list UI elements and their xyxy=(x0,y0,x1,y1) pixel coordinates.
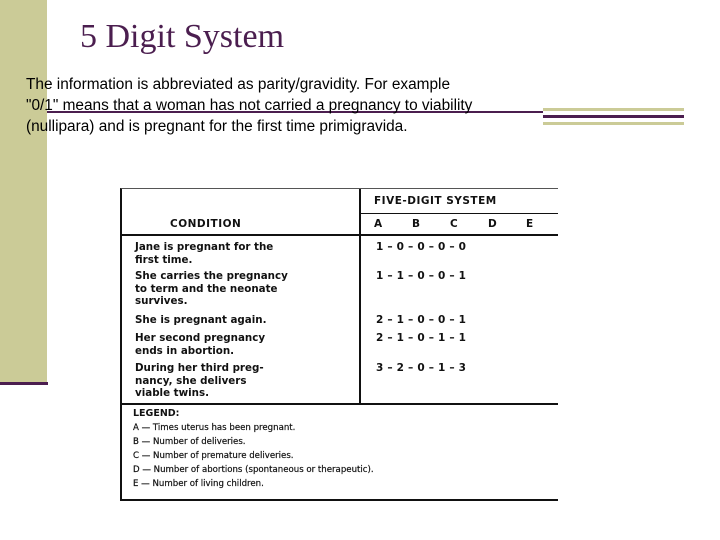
condition-cell: Her second pregnancy ends in abortion. xyxy=(135,332,266,357)
legend-item: E — Number of living children. xyxy=(133,479,264,489)
side-accent-bar xyxy=(0,0,47,383)
legend-item: C — Number of premature deliveries. xyxy=(133,451,294,461)
legend-item: A — Times uterus has been pregnant. xyxy=(133,423,296,433)
header-divider xyxy=(122,234,558,236)
column-divider xyxy=(359,189,361,405)
slide-title: 5 Digit System xyxy=(80,18,285,55)
header-subdivider xyxy=(361,213,558,214)
condition-cell: During her third preg- nancy, she delivers viable twins. xyxy=(135,362,264,399)
system-header: FIVE-DIGIT SYSTEM xyxy=(374,195,497,207)
letter-d: D xyxy=(488,218,497,230)
digits-cell: 2 – 1 – 0 – 0 – 1 xyxy=(376,314,467,326)
legend-item: B — Number of deliveries. xyxy=(133,437,246,447)
digits-cell: 1 – 0 – 0 – 0 – 0 xyxy=(376,241,467,253)
five-digit-table xyxy=(120,188,558,501)
condition-header: CONDITION xyxy=(170,218,242,230)
side-accent-line xyxy=(0,382,48,385)
intro-line: (nullipara) and is pregnant for the first time primigravida. xyxy=(26,118,408,135)
letter-b: B xyxy=(412,218,421,230)
digits-cell: 1 – 1 – 0 – 0 – 1 xyxy=(376,270,467,282)
condition-cell: Jane is pregnant for the first time. xyxy=(135,241,274,266)
digit-letters xyxy=(374,218,558,230)
letter-c: C xyxy=(450,218,458,230)
digits-cell: 3 – 2 – 0 – 1 – 3 xyxy=(376,362,467,374)
intro-paragraph xyxy=(26,74,566,137)
intro-line: The information is abbreviated as parity/gravidity. For example xyxy=(26,76,451,93)
condition-cell: She is pregnant again. xyxy=(135,314,267,326)
legend-divider xyxy=(122,403,558,405)
intro-line: "0/1" means that a woman has not carried a pregnancy to viability xyxy=(26,97,473,114)
letter-e: E xyxy=(526,218,534,230)
legend-item: D — Number of abortions (spontaneous or therapeutic). xyxy=(133,465,374,475)
digits-cell: 2 – 1 – 0 – 1 – 1 xyxy=(376,332,467,344)
letter-a: A xyxy=(374,218,383,230)
legend-title: LEGEND: xyxy=(133,408,180,419)
condition-cell: She carries the pregnancy to term and the neonate survives. xyxy=(135,270,288,307)
